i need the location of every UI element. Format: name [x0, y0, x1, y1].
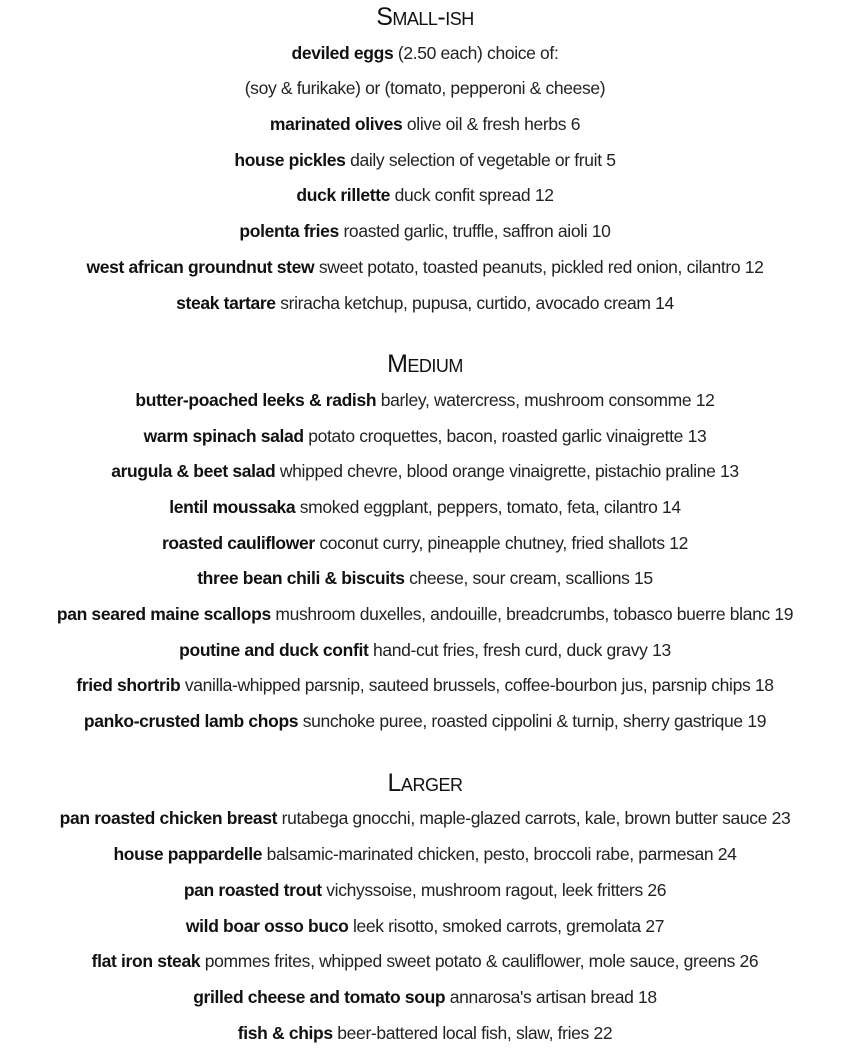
- menu-item: [0, 383, 850, 419]
- menu-item-description: (soy & furikake) or (tomato, pepperoni & cheese): [244, 78, 606, 99]
- menu-item: [0, 597, 850, 633]
- menu-item-text: [92, 944, 759, 980]
- menu-item-price: 26: [739, 951, 759, 972]
- menu-item-name: fried shortrib: [76, 675, 181, 696]
- menu-item-description: olive oil & fresh herbs: [406, 114, 567, 135]
- menu-item: [0, 1016, 850, 1052]
- menu-item: [0, 873, 850, 909]
- menu-item: [0, 214, 850, 250]
- menu-item-description: annarosa's artisan bread: [449, 986, 634, 1007]
- menu-item-text: [234, 143, 615, 179]
- menu-item-price: 14: [662, 496, 681, 517]
- menu-item-price: 26: [647, 879, 667, 900]
- menu-item-description: coconut curry, pineapple chutney, fried shallots: [319, 532, 665, 553]
- menu-item-price: 10: [591, 221, 611, 242]
- menu-item-text: [162, 526, 688, 562]
- menu-item-text: [113, 837, 736, 873]
- menu-item-name: marinated olives: [269, 114, 403, 135]
- menu-item-name: warm spinach salad: [143, 425, 304, 446]
- menu-item-text: [169, 490, 681, 526]
- menu-item-description: barley, watercress, mushroom consomme: [380, 389, 692, 410]
- menu-item-text: [270, 107, 580, 143]
- menu-item-price: 13: [652, 639, 671, 660]
- menu-item-description: vichyssoise, mushroom ragout, leek fritters: [326, 879, 643, 900]
- menu-item-name: fish & chips: [237, 1022, 333, 1043]
- menu-item: [0, 178, 850, 214]
- menu-item-price: 19: [774, 604, 794, 624]
- menu-item-text: [135, 383, 714, 419]
- menu-item-price: 19: [747, 711, 767, 732]
- menu-item-text: [239, 214, 610, 250]
- menu-item: [0, 668, 850, 704]
- menu-item: [0, 801, 850, 837]
- menu-item-price: 5: [606, 149, 616, 170]
- menu-item-name: pan roasted chicken breast: [59, 808, 278, 829]
- menu-item-description: sunchoke puree, roasted cippolini & turnip, sherry gastrique: [302, 711, 743, 732]
- menu-item-description: smoked eggplant, peppers, tomato, feta, cilantro: [299, 496, 658, 517]
- menu-item: [0, 490, 850, 526]
- menu-item-description: vanilla-whipped parsnip, sauteed brussels, coffee-bourbon jus, parsnip chips: [184, 675, 751, 696]
- section-heading: Medium: [387, 350, 463, 379]
- section-medium: [0, 347, 850, 740]
- menu-item-description: rutabega gnocchi, maple-glazed carrots, kale, brown butter sauce: [281, 808, 768, 829]
- menu-item-description: pommes frites, whipped sweet potato & cauliflower, mole sauce, greens: [204, 951, 736, 972]
- menu-item-text: [111, 454, 739, 490]
- menu-item-price: 12: [744, 256, 764, 277]
- menu-item-name: butter-poached leeks & radish: [135, 389, 377, 410]
- section-heading: Small-ish: [376, 3, 474, 31]
- menu-item-price: 27: [645, 915, 665, 936]
- menu-item-price: 18: [754, 675, 774, 696]
- menu-item-text: [60, 801, 791, 837]
- menu-item-description: roasted garlic, truffle, saffron aioli: [343, 221, 588, 242]
- menu-item: [0, 633, 850, 669]
- menu-item-description: mushroom duxelles, andouille, breadcrumbs, tobasco buerre blanc: [275, 604, 770, 624]
- menu-item: [0, 250, 850, 286]
- menu-item-description: sriracha ketchup, pupusa, curtido, avocado cream: [280, 292, 651, 313]
- menu-item-name: lentil moussaka: [169, 496, 296, 517]
- menu-item-text: [176, 286, 674, 322]
- menu-item: [0, 837, 850, 873]
- menu-item-name: wild boar osso buco: [185, 915, 349, 936]
- menu-item: [0, 143, 850, 179]
- menu-item-name: three bean chili & biscuits: [197, 568, 405, 589]
- menu-item-price: 13: [687, 425, 707, 446]
- menu-item-price: 18: [638, 986, 657, 1007]
- menu-item-description: (2.50 each) choice of:: [397, 42, 559, 63]
- menu-item-description: potato croquettes, bacon, roasted garlic vinaigrette: [308, 425, 684, 446]
- menu-item-name: house pickles: [234, 149, 346, 170]
- menu-item-name: west african groundnut stew: [86, 256, 315, 277]
- menu-item-price: 13: [720, 461, 739, 482]
- menu-item-text: [296, 178, 553, 214]
- menu-item: [0, 107, 850, 143]
- menu-item: [0, 909, 850, 945]
- menu-item-price: 12: [534, 185, 554, 206]
- menu-item-text: [238, 1016, 612, 1052]
- menu-item-text: [292, 36, 559, 72]
- menu-item-name: polenta fries: [239, 221, 339, 242]
- menu-item-name: roasted cauliflower: [161, 532, 315, 553]
- menu-item: [0, 526, 850, 562]
- section-larger: [0, 766, 850, 1052]
- menu-item-description: hand-cut fries, fresh curd, duck gravy: [372, 639, 648, 660]
- menu-item-text: [193, 980, 657, 1016]
- menu-item-price: 15: [634, 568, 653, 589]
- menu-item-name: poutine and duck confit: [179, 639, 369, 660]
- menu-item-description: daily selection of vegetable or fruit: [350, 149, 602, 170]
- menu-item-description: cheese, sour cream, scallions: [409, 568, 630, 589]
- menu-item-text: [186, 909, 664, 945]
- menu-item-price: 22: [593, 1022, 613, 1043]
- menu-item-name: deviled eggs: [291, 42, 394, 63]
- menu-item-name: arugula & beet salad: [111, 461, 276, 482]
- section-heading: Larger: [387, 768, 463, 797]
- menu-item-price: 14: [655, 292, 674, 313]
- menu-item: [0, 36, 850, 72]
- menu-item-text: [84, 704, 766, 740]
- menu-item: [0, 704, 850, 740]
- menu-item: [0, 419, 850, 455]
- menu-item-text: [57, 597, 793, 633]
- menu-item-name: pan roasted trout: [183, 879, 322, 900]
- menu-item-name: house pappardelle: [113, 844, 263, 865]
- menu-item-price: 12: [695, 389, 715, 410]
- menu-item-text: [144, 419, 707, 455]
- menu-item-price: 6: [570, 114, 581, 135]
- menu-item-description: whipped chevre, blood orange vinaigrette, pistachio praline: [279, 461, 716, 482]
- menu-item-text: [197, 561, 653, 597]
- menu-item: [0, 286, 850, 322]
- menu-item-description: beer-battered local fish, slaw, fries: [337, 1022, 589, 1043]
- menu-item-text: [87, 250, 764, 286]
- menu-item: [0, 980, 850, 1016]
- menu-item-price: 12: [669, 532, 689, 553]
- menu-item-name: grilled cheese and tomato soup: [193, 986, 446, 1007]
- menu-item-name: duck rillette: [296, 185, 391, 206]
- menu-item-text: [76, 668, 773, 704]
- menu-item-name: flat iron steak: [91, 951, 201, 972]
- menu-item: [0, 944, 850, 980]
- menu-item-name: panko-crusted lamb chops: [83, 711, 299, 732]
- menu-item-description: leek risotto, smoked carrots, gremolata: [352, 915, 641, 936]
- menu-item-text: [179, 633, 671, 669]
- menu-item-description: balsamic-marinated chicken, pesto, broccoli rabe, parmesan: [266, 844, 714, 865]
- menu-item-price: 24: [717, 844, 737, 865]
- menu-item-name: pan seared maine scallops: [56, 604, 271, 624]
- menu-item-description: duck confit spread: [394, 185, 531, 206]
- menu-item-description: sweet potato, toasted peanuts, pickled red onion, cilantro: [318, 256, 741, 277]
- menu-item-price: 23: [771, 808, 791, 829]
- menu-item: [0, 454, 850, 490]
- menu-item-name: steak tartare: [176, 292, 276, 313]
- menu-item: [0, 561, 850, 597]
- menu-item: [0, 71, 850, 107]
- menu-item-text: [245, 71, 606, 107]
- section-small-ish: [0, 0, 850, 321]
- menu-item-text: [184, 873, 666, 909]
